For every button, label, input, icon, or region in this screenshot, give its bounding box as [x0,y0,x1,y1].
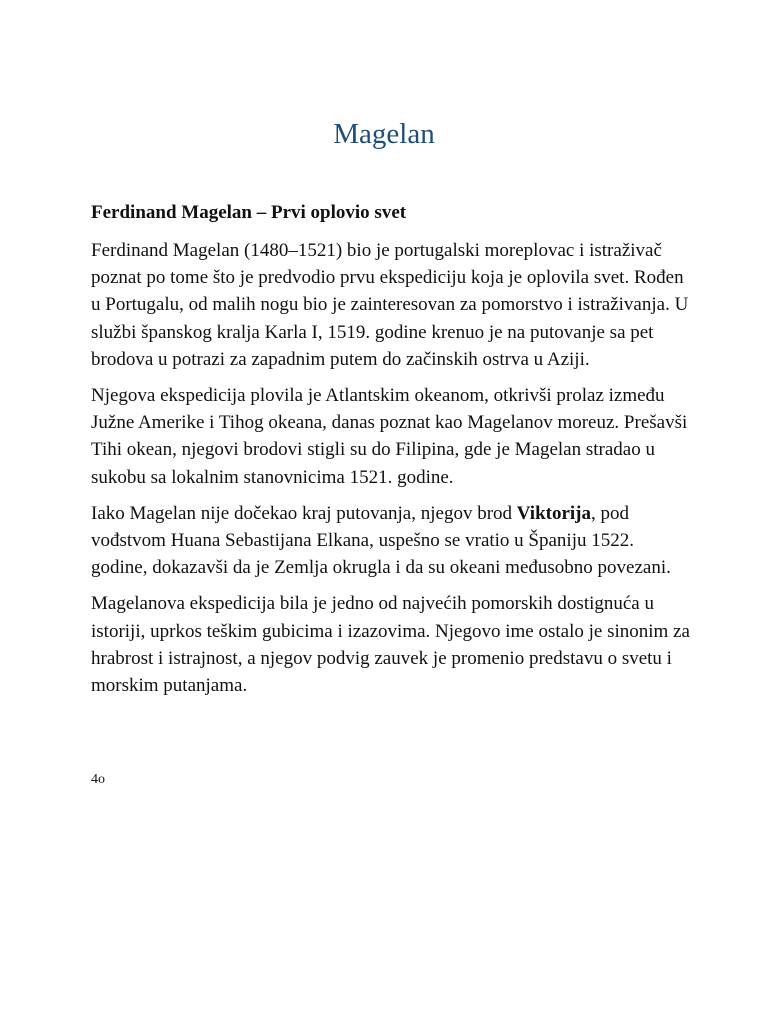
paragraph-3-start: Iako Magelan nije dočekao kraj putovanja, njegov brod [91,502,517,524]
paragraph-3 [91,500,691,582]
document-body [91,198,691,708]
paragraph-2: Njegova ekspedicija plovila je Atlantskim okeanom, otkrivši prolaz između Južne Amerike i Tihog okeana, danas poznat kao Magelanov moreuz. Prešavši Tihi okean, njegovi brodovi stigli su do Filipina, gde je Magelan stradao u sukobu sa lokalnim stanovnicima 1521. godine. [91,385,688,488]
paragraph-3-end: , pod vođstvom Huana Sebastijana Elkana, uspešno se vratio u Španiju 1522. godine, dokazavši da je Zemlja okrugla i da su okeani međusobno povezani. [91,502,671,579]
paragraph-4: Magelanova ekspedicija bila je jedno od najvećih pomorskih dostignuća u istoriji, uprkos teškim gubicima i izazovima. Njegovo ime ostalo je sinonim za hrabrost i istrajnost, a njegov podvig zauvek je promenio predstavu o svetu i morskim putanjama. [91,593,690,697]
paragraph-1: Ferdinand Magelan (1480–1521) bio je portugalski moreplovac i istraživač poznat po tome što je predvodio prvu ekspediciju koja je oplovila svet. Rođen u Portugalu, od malih nogu bio je zainteresovan za pomorstvo i istraživanja. U službi španskog kralja Karla I, 1519. godine krenuo je na putovanje sa pet brodova u potrazi za zapadnim putem do začinskih ostrva u Aziji. [91,240,689,370]
footnote-label: 4o [91,772,105,787]
page-title: Magelan [333,118,435,150]
section-subtitle: Ferdinand Magelan – Prvi oplovio svet [91,202,407,223]
ship-name: Viktorija [516,502,592,524]
